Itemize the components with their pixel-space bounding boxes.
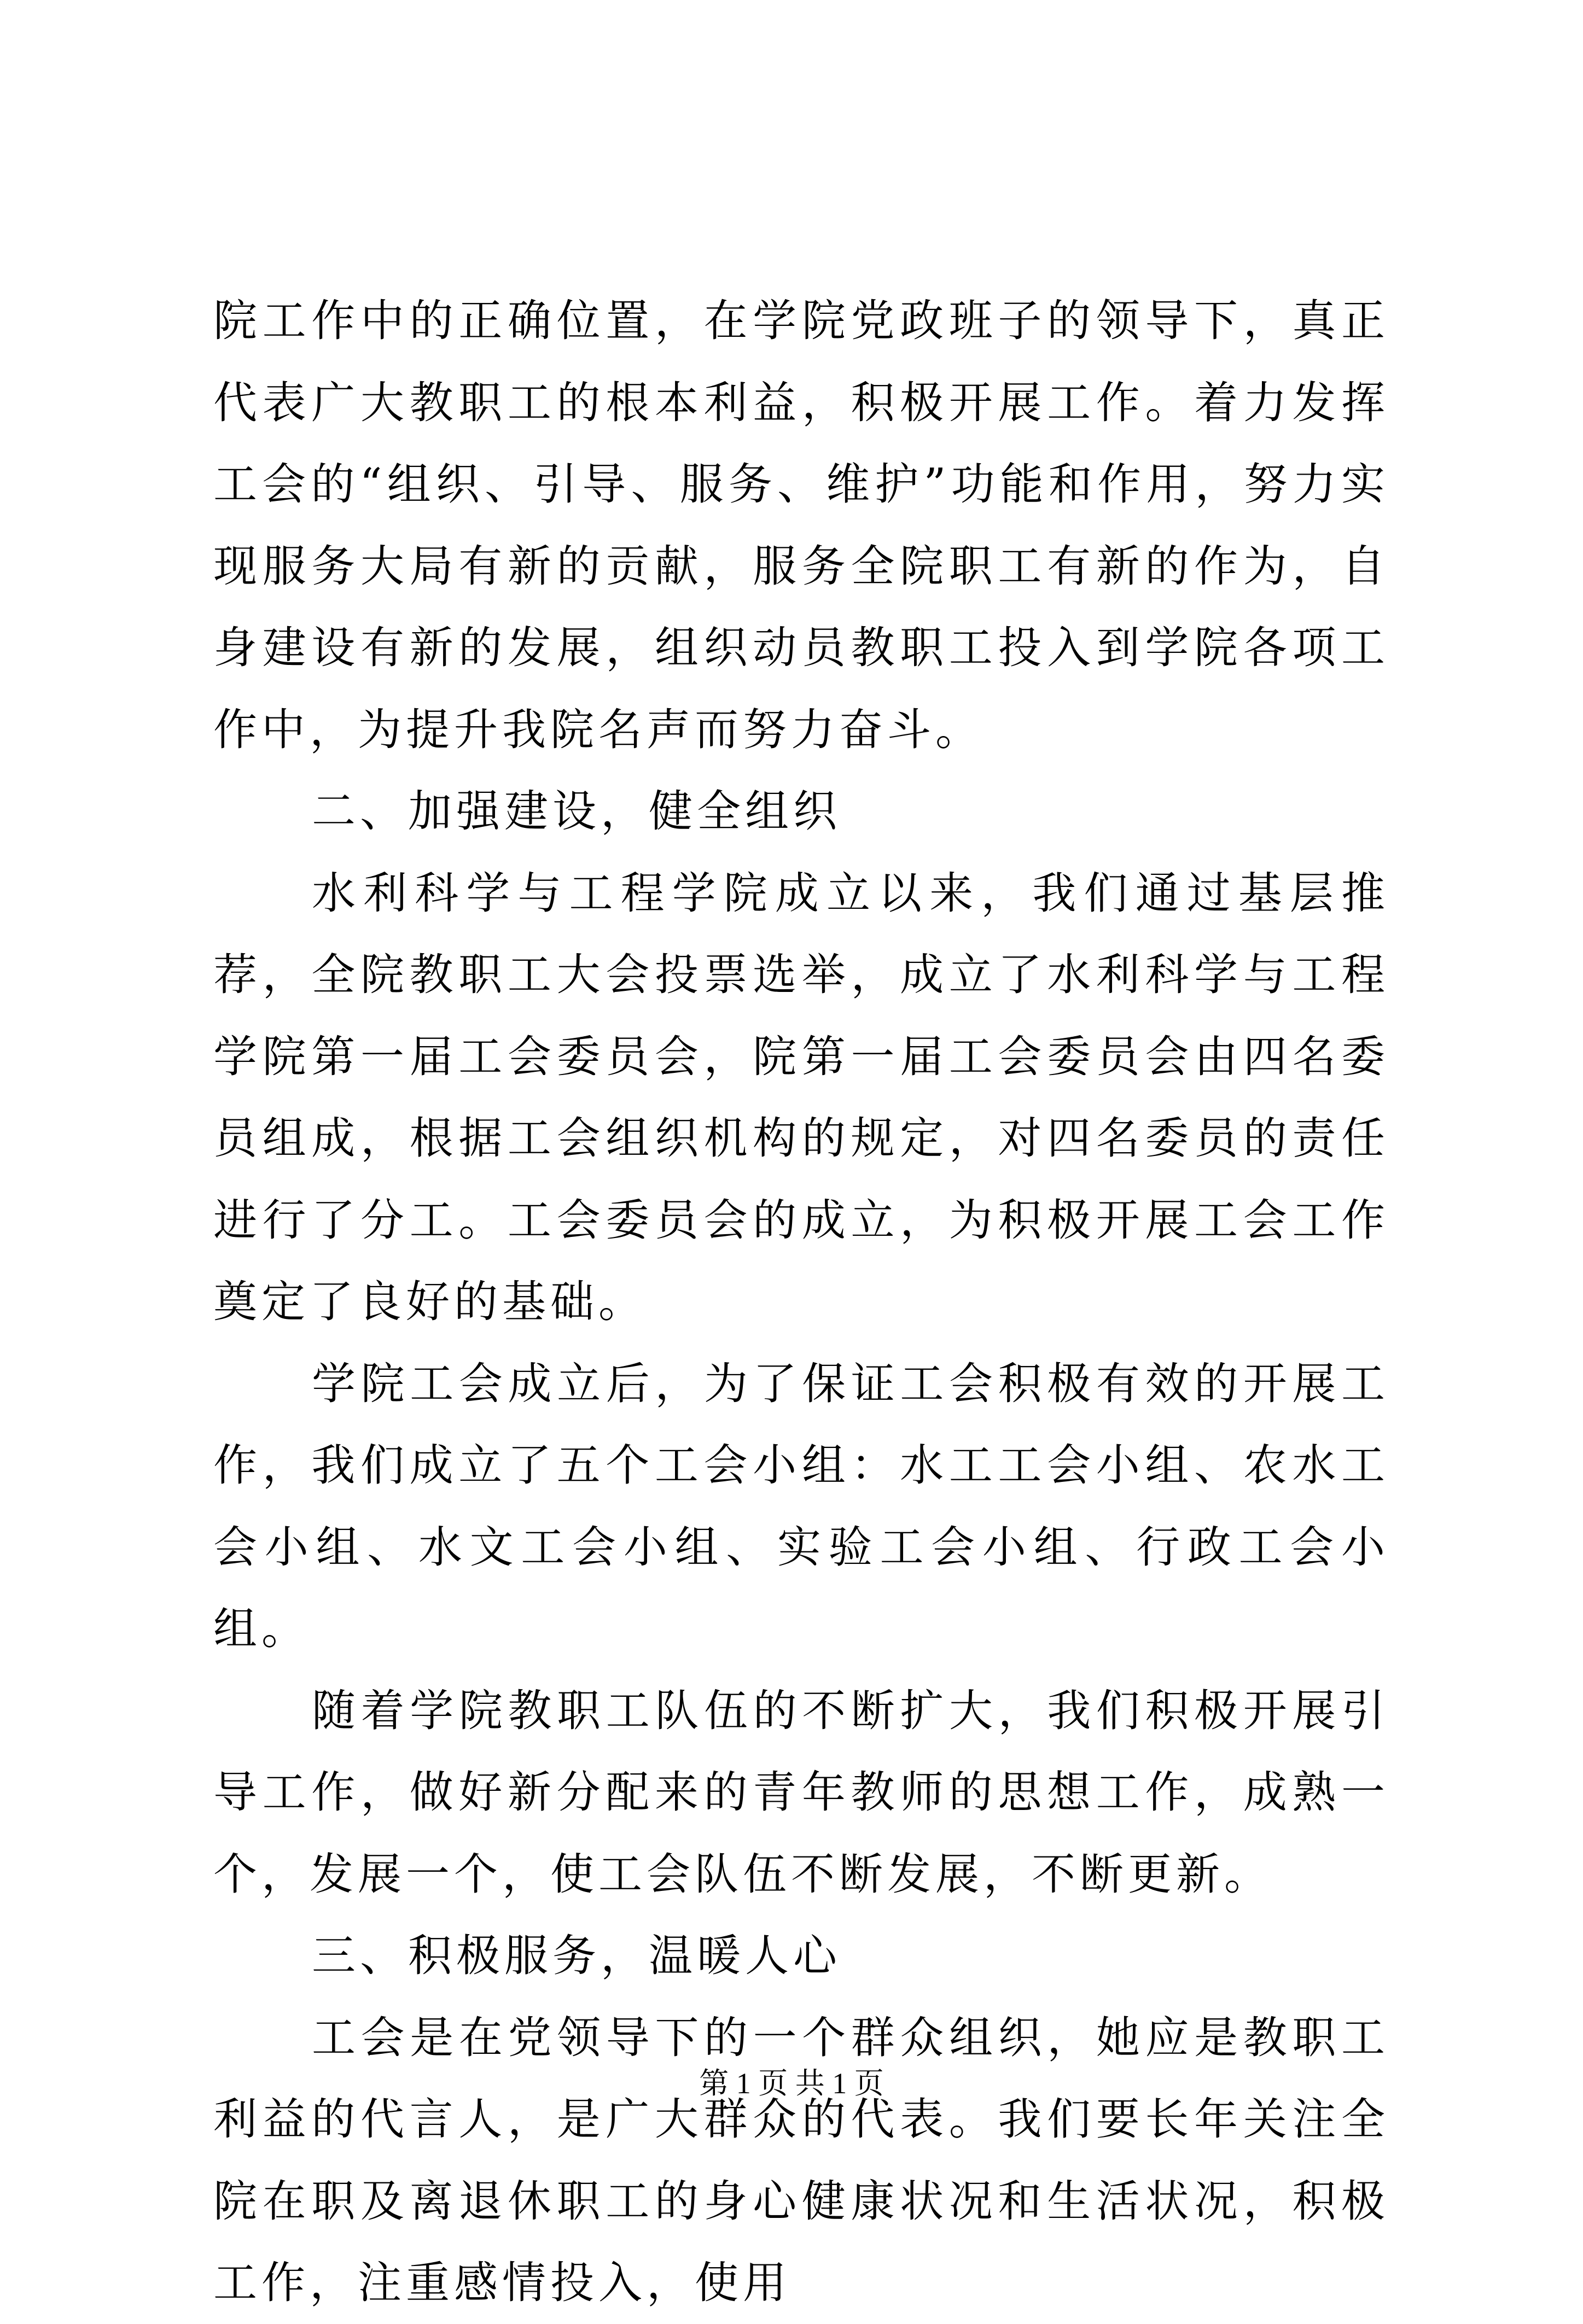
paragraph: 水利科学与工程学院成立以来，我们通过基层推荐，全院教职工大会投票选举，成立了水利科学与工程学院第一届工会委员会，院第一届工会委员会由四名委员组成，根据工会组织机构的规定，对四名委员的责任进行了分工。工会委员会的成立，为积极开展工会工作奠定了良好的基础。 xyxy=(213,867,1389,1327)
page-footer: 第 1 页 共 1 页 xyxy=(699,2067,884,2100)
paragraph: 工会是在党领导下的一个群众组织，她应是教职工利益的代言人，是广大群众的代表。我们要长年关注全院在职及离退休职工的身心健康状况和生活状况，积极工作，注重感情投入，使用 xyxy=(213,2012,1389,2308)
body-text xyxy=(213,280,1389,2324)
section-heading-2: 二、加强建设，健全组织 xyxy=(312,786,841,837)
paragraph-continuation: 院工作中的正确位置，在学院党政班子的领导下，真正代表广大教职工的根本利益，积极开展工作。着力发挥工会的“组织、引导、服务、维护”功能和作用，努力实现服务大局有新的贡献，服务全院职工有新的作为，自身建设有新的发展，组织动员教职工投入到学院各项工作中，为提升我院名声而努力奋斗。 xyxy=(213,295,1389,755)
paragraph: 随着学院教职工队伍的不断扩大，我们积极开展引导工作，做好新分配来的青年教师的思想工作，成熟一个，发展一个，使工会队伍不断发展，不断更新。 xyxy=(213,1685,1389,1900)
section-heading-3: 三、积极服务，温暖人心 xyxy=(312,1930,841,1981)
paragraph: 学院工会成立后，为了保证工会积极有效的开展工作，我们成立了五个工会小组：水工工会小组、农水工会小组、水文工会小组、实验工会小组、行政工会小组。 xyxy=(213,1358,1389,1654)
